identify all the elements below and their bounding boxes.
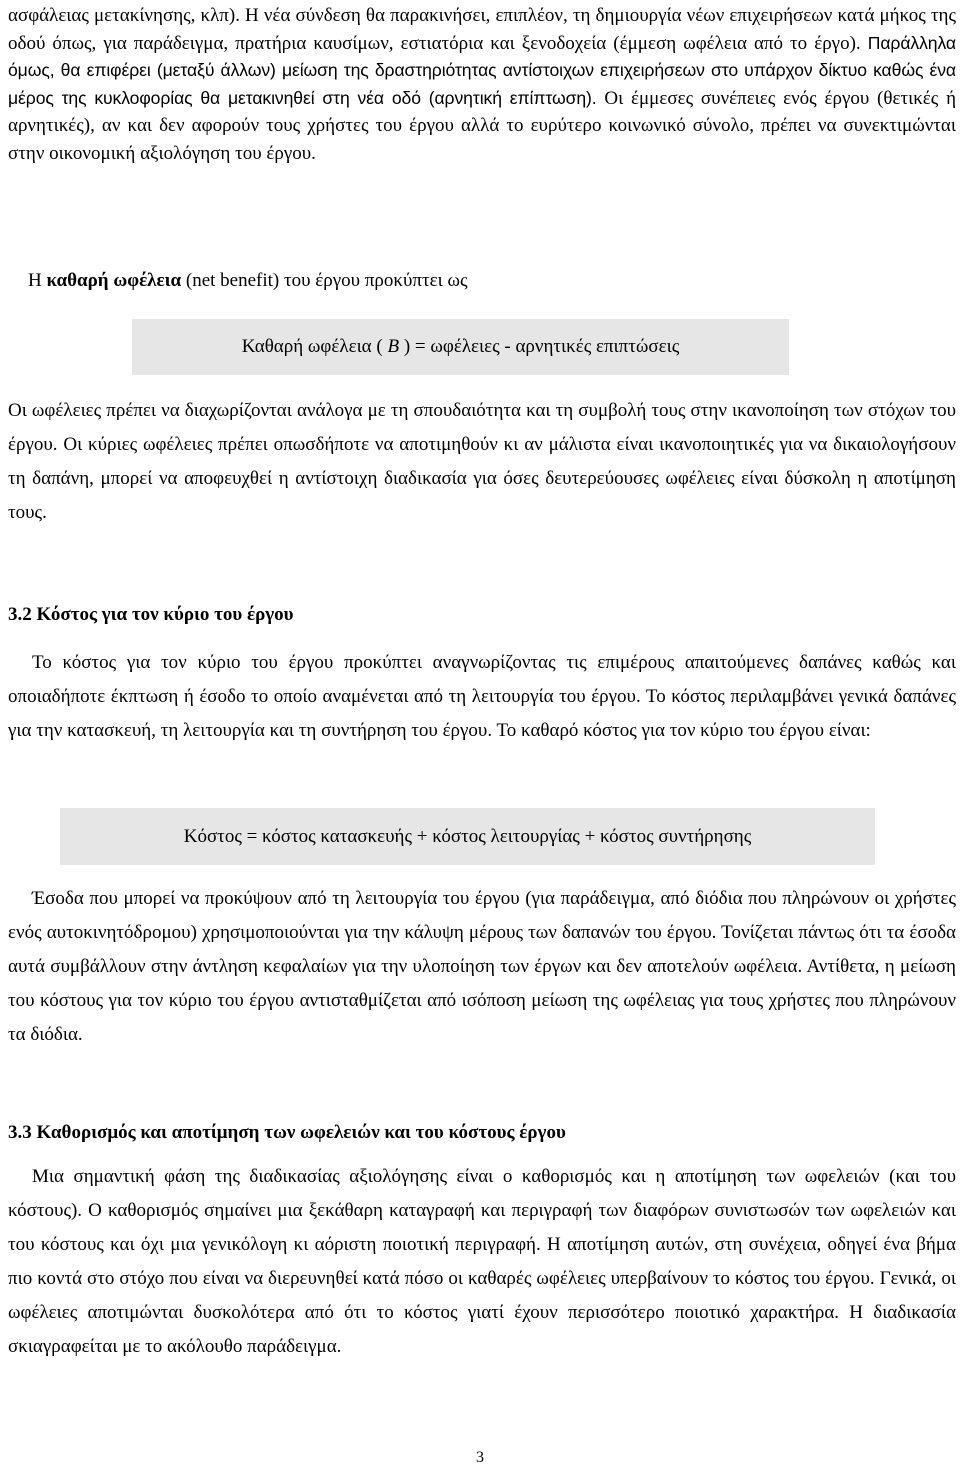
paragraph-valuation: Μια σημαντική φάση της διαδικασίας αξιολόγησης είναι ο καθορισμός και η αποτίμηση των ωφελειών (και του κόστους). Ο καθορισμός σημαίνει μια ξεκάθαρη καταγραφή και περιγραφή των διαφόρων συνιστωσών των ωφελειών και του κόστους και όχι μια γενικόλογη κι αόριστη ποιοτική περιγραφή. Η αποτίμηση αυτών, στη συνέχεια, οδηγεί ένα βήμα πιο κοντά στο στόχο που είναι να διερευνηθεί κατά πόσο οι καθαρές ωφέλειες υπερβαίνουν το κόστος του έργου. Γενικά, οι ωφέλειες αποτιμώνται δυσκολότερα από ότι το κόστος γιατί έχουν περισσότερο ποιοτικό χαρακτήρα. Η διαδικασία σκιαγραφείται με το ακόλουθο παράδειγμα. (8, 1166, 956, 1357)
formula1-text (242, 336, 680, 358)
paragraph-net-benefit-intro (8, 267, 956, 295)
paragraph-indirect-effects (8, 2, 956, 167)
formula-cost (60, 808, 875, 865)
p1-end-text: Οι έμμεσες συνέπειες ενός έργου (θετικές ή αρνητικές), αν και δεν αφορούν τους χρήστες του έργου αλλά το ευρύτερο κοινωνικό σύνολο, πρέπει να συνεκτιμώνται στην οικονομική αξιολόγηση του έργου. (8, 87, 956, 164)
paragraph-owner-cost: Το κόστος για τον κύριο του έργου προκύπτει αναγνωρίζοντας τις επιμέρους απαιτούμενες δαπάνες καθώς και οποιαδήποτε έκπτωση ή έσοδο το οποίο αναμένεται από τη λειτουργία του έργου. Το κόστος περιλαμβάνει γενικά δαπάνες για την κατασκευή, τη λειτουργία και τη συντήρηση του έργου. Το καθαρό κόστος για τον κύριο του έργου είναι: (8, 652, 956, 741)
formula2-text: Κόστος = κόστος κατασκευής + κόστος λειτουργίας + κόστος συντήρησης (183, 825, 752, 847)
formula1-variable: B (387, 336, 400, 357)
p1-sans-text: Παράλληλα όμως, θα επιφέρει (μεταξύ άλλων) μείωση της δραστηριότητας αντίστοιχων επιχειρήσεων στο υπάρχον δίκτυο καθώς ένα μέρος της κυκλοφορίας θα μετακινηθεί στη νέα οδό (αρνητική επίπτωση). (8, 32, 956, 108)
formula1-pre: Καθαρή ωφέλεια ( (241, 336, 388, 357)
net-benefit-term: καθαρή ωφέλεια (46, 270, 182, 291)
paragraph-benefits-classification: Οι ωφέλειες πρέπει να διαχωρίζονται ανάλογα με τη σπουδαιότητα και τη συμβολή τους στην ικανοποίηση των στόχων του έργου. Οι κύριες ωφέλειες πρέπει οπωσδήποτε να αποτιμηθούν κι αν μάλιστα είναι ικανοποιητικές για να δικαιολογήσουν τη δαπάνη, μπορεί να αποφευχθεί η αντίστοιχη διαδικασία για όσες δευτερεύουσες ωφέλειες είναι δύσκολη η αποτίμηση τους. (8, 400, 956, 523)
p2-post-text: (net benefit) του έργου προκύπτει ως (181, 270, 468, 291)
formula-net-benefit (132, 319, 789, 375)
section-heading-3-2: 3.2 Κόστος για τον κύριο του έργου (8, 604, 294, 625)
page-number: 3 (476, 1449, 484, 1466)
formula1-post: ) = ωφέλειες - αρνητικές επιπτώσεις (399, 336, 680, 357)
p2-pre-text: Η (28, 270, 47, 291)
section-heading-3-3: 3.3 Καθορισμός και αποτίμηση των ωφελειών και του κόστους έργου (8, 1122, 566, 1143)
paragraph-revenue: Έσοδα που μπορεί να προκύψουν από τη λειτουργία του έργου (για παράδειγμα, από διόδια που πληρώνουν οι χρήστες ενός αυτοκινητόδρομου) χρησιμοποιούνται για την κάλυψη μέρους των δαπανών του έργου. Τονίζεται πάντως ότι τα έσοδα αυτά συμβάλλουν στην άντληση κεφαλαίων για την υλοποίηση των έργων και δεν αποτελούν ωφέλεια. Αντίθετα, η μείωση του κόστους για τον κύριο του έργου αντισταθμίζεται από ισόποση μείωση της ωφέλειας για τους χρήστες που πληρώνουν τα διόδια. (8, 888, 956, 1045)
p1-serif-text: ασφάλειας μετακίνησης, κλπ). Η νέα σύνδεση θα παρακινήσει, επιπλέον, τη δημιουργία νέων επιχειρήσεων κατά μήκος της οδού όπως, για παράδειγμα, πρατήρια καυσίμων, εστιατόρια και ξενοδοχεία (έμμεση ωφέλεια από το έργο). (8, 5, 956, 54)
